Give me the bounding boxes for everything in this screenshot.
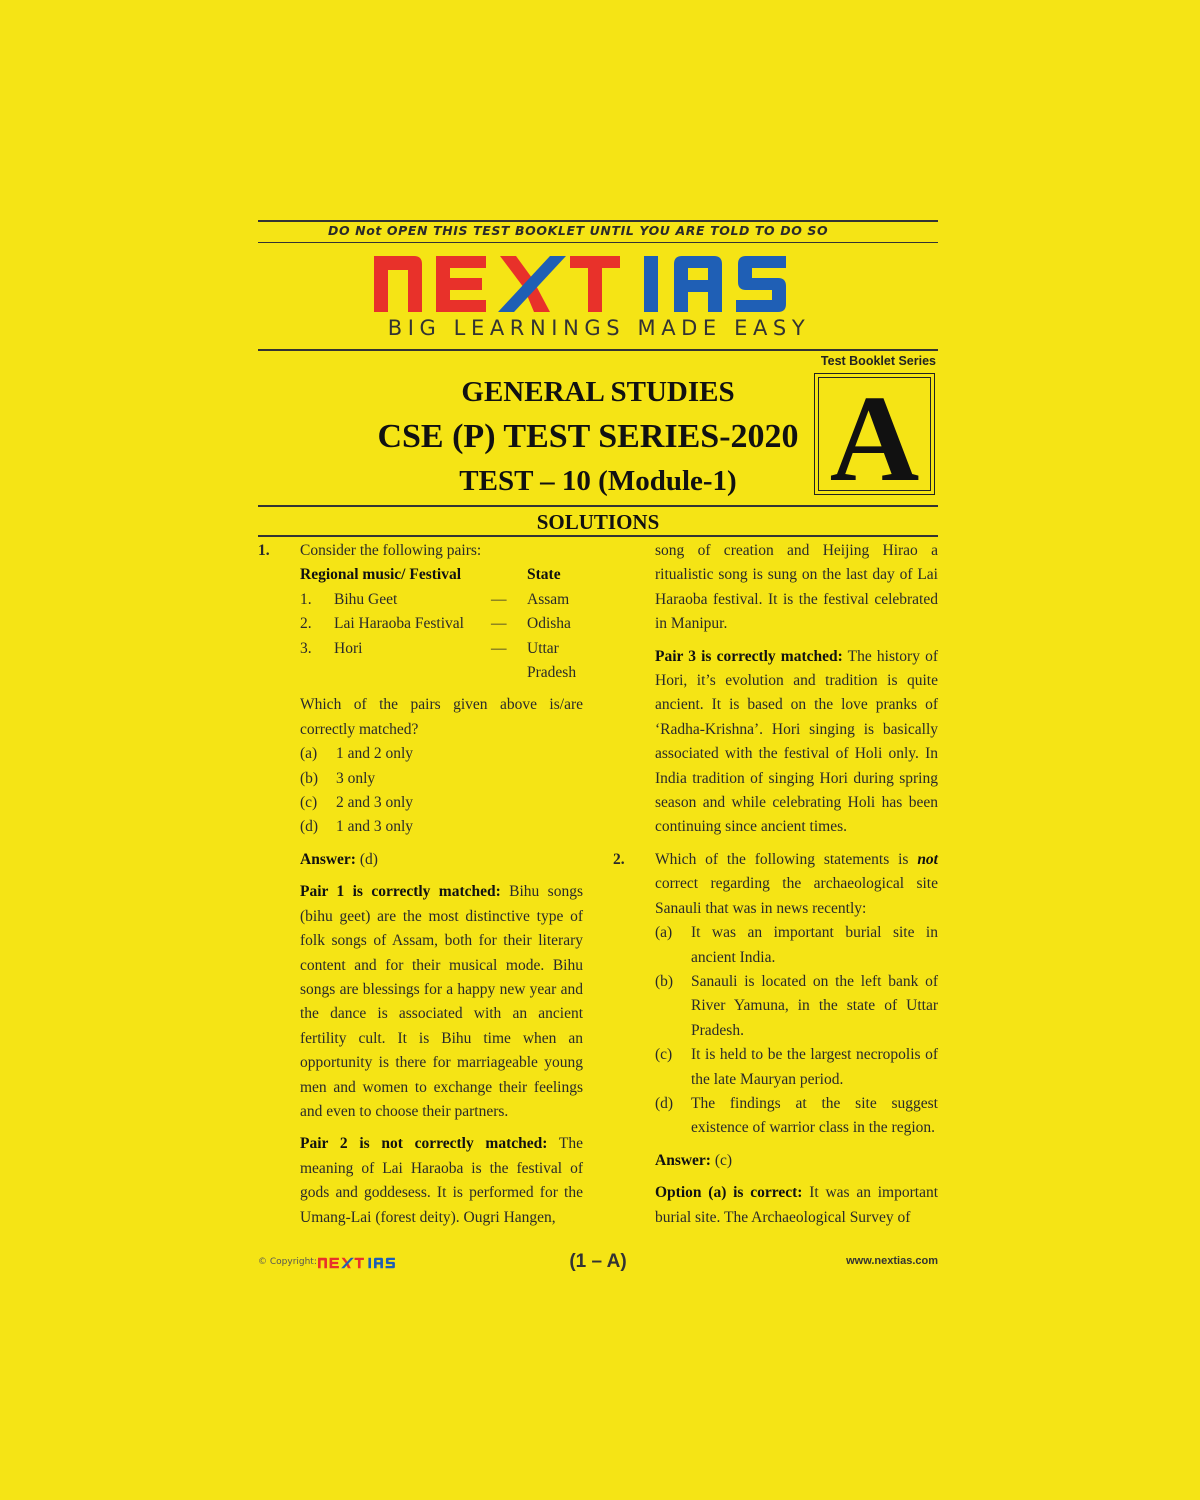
answer-line [655, 1149, 938, 1173]
table-row [300, 612, 583, 636]
logo-rule [258, 349, 938, 351]
copyright-label: © Copyright: [258, 1257, 317, 1267]
row-number: 2. [300, 615, 312, 633]
tagline: BIG LEARNINGS MADE EASY [387, 316, 811, 340]
option-label: (c) [655, 1046, 673, 1064]
title-test-number: TEST – 10 (Module-1) [459, 465, 737, 497]
pairs-table [300, 563, 583, 685]
option-b [300, 767, 583, 791]
row-dash: — [491, 639, 507, 657]
pair2-text: The meaning of Lai Haraoba is the festival of gods and goddesess. It is performed for the Umang-Lai (forest deity). Ougri Hangen, [300, 1135, 583, 1226]
row-number: 1. [300, 590, 312, 608]
option-label: (b) [655, 972, 674, 990]
next-ias-logo [374, 256, 824, 312]
table-row [300, 588, 583, 612]
row-number: 3. [300, 639, 312, 657]
option-a-text: It was an important burial site. The Archaeological Survey of [655, 1184, 938, 1226]
row-state: Odisha [527, 615, 571, 633]
option-b [655, 970, 938, 1043]
pair3-explanation [655, 645, 938, 840]
table-row [300, 637, 583, 686]
option-a-heading: Option (a) is correct: [655, 1184, 803, 1202]
right-column [613, 539, 938, 1230]
answer-label: Answer: [300, 850, 356, 868]
option-label: (a) [300, 745, 318, 763]
option-c [300, 791, 583, 815]
pair3-heading: Pair 3 is correctly matched: [655, 647, 843, 665]
pairs-header-state: State [527, 566, 561, 584]
row-state: Uttar Pradesh [527, 639, 577, 682]
pair2-heading: Pair 2 is not correctly matched: [300, 1135, 548, 1153]
title-test-series: CSE (P) TEST SERIES-2020 [377, 418, 799, 455]
option-text: It was an important burial site in ancient India. [691, 924, 938, 966]
warning-text: DO Not OPEN THIS TEST BOOKLET UNTIL YOU ARE TOLD TO DO SO [328, 223, 829, 238]
option-label: (c) [300, 794, 318, 812]
website-link[interactable]: www.nextias.com [846, 1255, 938, 1267]
answer-value: (c) [714, 1151, 733, 1169]
question-stem [655, 848, 938, 921]
option-label: (d) [655, 1094, 674, 1112]
pair2-explanation [300, 1132, 583, 1230]
stem-part: correct regarding the archaeological site Sanauli that was in news recently: [655, 875, 938, 917]
option-a [655, 921, 938, 970]
options-list [655, 921, 938, 1141]
option-a-explanation [655, 1181, 938, 1230]
option-label: (a) [655, 924, 673, 942]
row-festival: Lai Haraoba Festival [334, 615, 464, 633]
pairs-header-row [300, 563, 583, 587]
option-text: Sanauli is located on the left bank of River Yamuna, in the state of Uttar Pradesh. [691, 972, 938, 1039]
option-d [655, 1092, 938, 1141]
options-list [300, 742, 583, 840]
stem-part: Which of the following statements is [655, 850, 909, 868]
solutions-rule [258, 535, 938, 537]
question-number: 1. [258, 542, 270, 559]
row-festival: Hori [334, 639, 363, 657]
title-general-studies: GENERAL STUDIES [461, 376, 735, 408]
warning-rule [258, 242, 938, 243]
question-2 [613, 848, 938, 1230]
section-heading: SOLUTIONS [536, 510, 660, 534]
top-rule [258, 220, 938, 222]
option-c [655, 1043, 938, 1092]
question-stem: Consider the following pairs: [300, 542, 482, 559]
pair1-text: Bihu songs (bihu geet) are the most distinctive type of folk songs of Assam, both for their literary content and for their musical mode. Bihu songs are blessings for a happy new year and the dance is associated with an ancient fertility cult. It is Bihu time when an opportunity is there for marriageable young men and women to exchange their feelings and even to choose their partners. [300, 883, 583, 1120]
series-letter: A [818, 377, 931, 491]
row-dash: — [491, 615, 507, 633]
option-label: (b) [300, 769, 319, 787]
option-d [300, 815, 583, 839]
question-number: 2. [613, 850, 625, 868]
page-number: (1 – A) [569, 1251, 627, 1272]
pair2-continuation: song of creation and Heijing Hirao a ritualistic song is sung on the last day of Lai Haraoba festival. It is the festival celebrated in Manipur. [655, 542, 938, 633]
left-column [258, 539, 583, 1230]
option-text: 1 and 2 only [336, 745, 414, 763]
row-state: Assam [527, 590, 570, 608]
answer-label: Answer: [655, 1151, 711, 1169]
page-footer [258, 1252, 938, 1276]
title-rule [258, 505, 938, 507]
row-dash: — [491, 590, 507, 608]
question-text: Which of the pairs given above is/are correctly matched? [300, 696, 583, 738]
pair3-text: The history of Hori, it’s evolution and tradition is quite ancient. It is based on the love pranks of ‘Radha-Krishna’. Hori singing is basically associated with the festival of Holi only. In India tradition of singing Hori during spring season and while celebrating Holi has been continuing since ancient times. [655, 647, 938, 836]
option-text: 2 and 3 only [336, 794, 414, 812]
answer-value: (d) [359, 850, 378, 868]
option-text: The findings at the site suggest existence of warrior class in the region. [691, 1094, 938, 1137]
pair1-explanation [300, 880, 583, 1124]
option-a [300, 742, 583, 766]
option-text: It is held to be the largest necropolis of the late Mauryan period. [691, 1046, 938, 1088]
option-text: 3 only [336, 769, 376, 787]
pair1-heading: Pair 1 is correctly matched: [300, 883, 501, 901]
row-festival: Bihu Geet [334, 590, 398, 608]
series-label: Test Booklet Series [820, 354, 936, 368]
stem-not: not [917, 850, 938, 868]
answer-line [300, 848, 583, 872]
pairs-header-festival: Regional music/ Festival [300, 566, 462, 584]
option-text: 1 and 3 only [336, 818, 414, 836]
option-label: (d) [300, 818, 319, 836]
